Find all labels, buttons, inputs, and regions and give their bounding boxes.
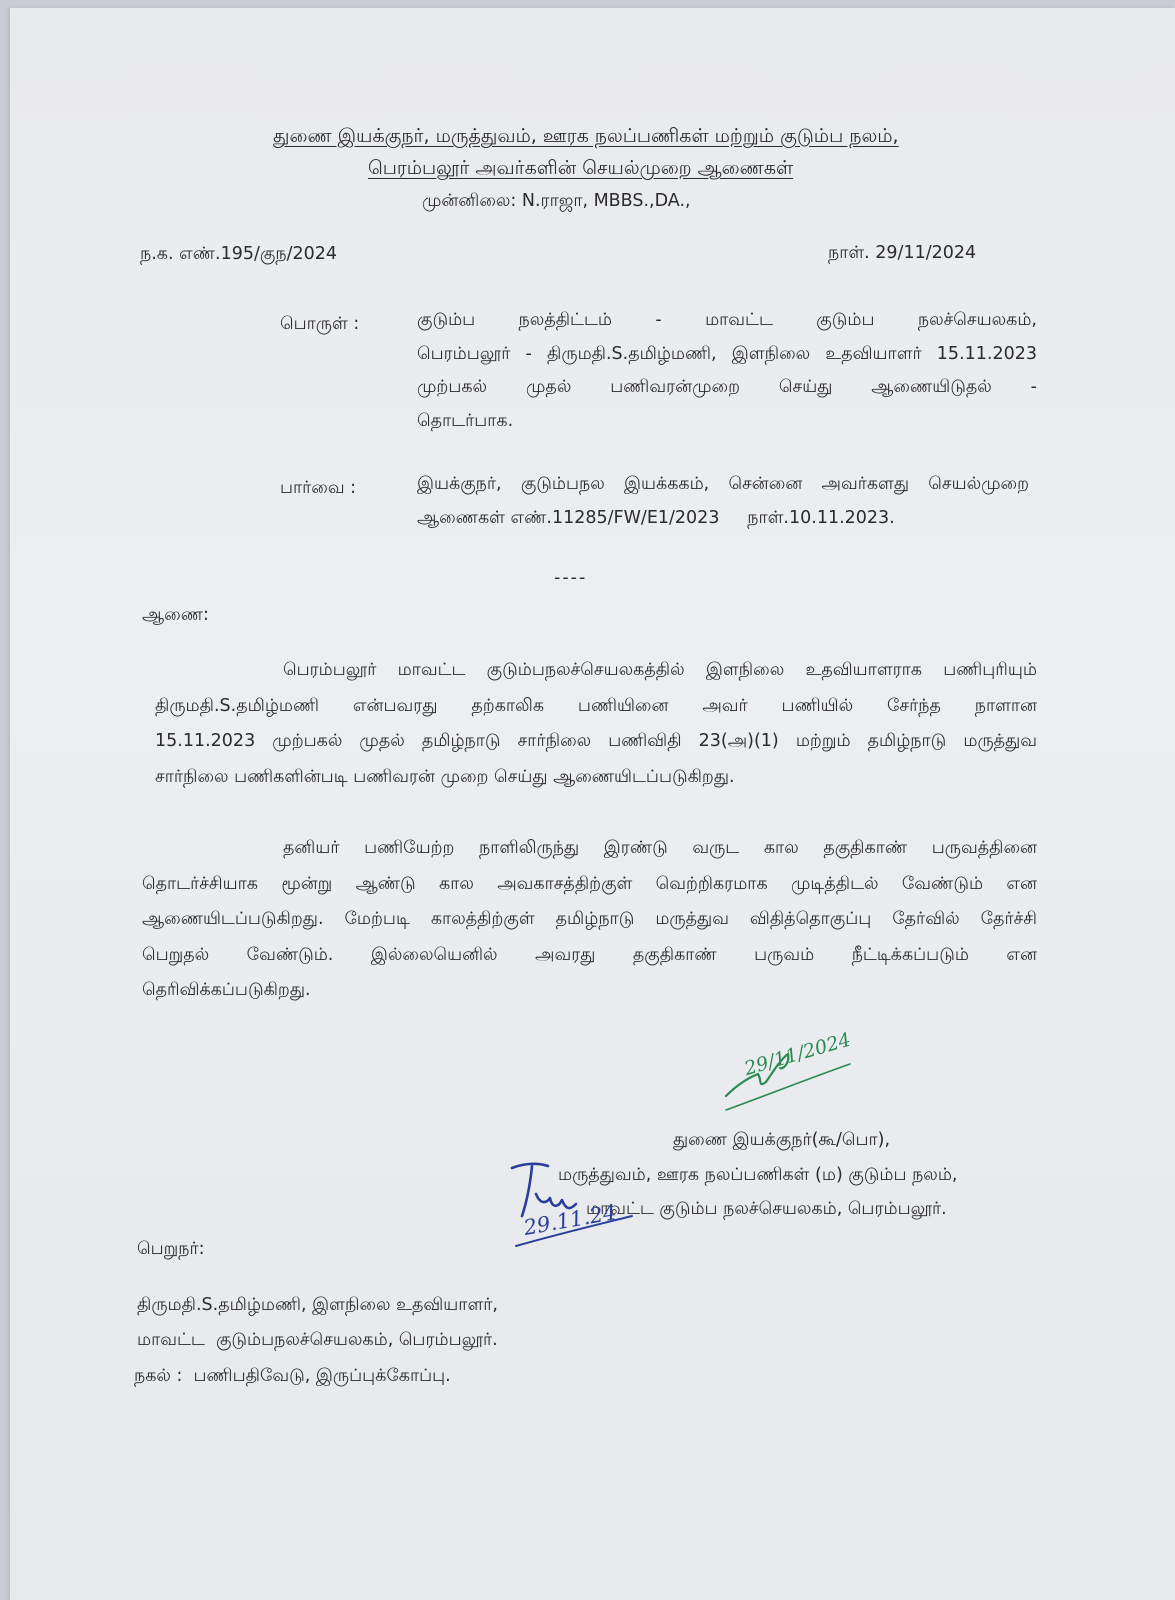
header-line-1: துணை இயக்குநர், மருத்துவம், ஊரக நலப்பணிகள் மற்றும் குடும்ப நலம், — [273, 125, 899, 147]
copy-to: நகல் : பணிபதிவேடு, இருப்புக்கோப்பு. — [134, 1366, 451, 1386]
paragraph-line: பெரம்பலூர் மாவட்ட குடும்பநலச்செயலகத்தில் இளநிலை உதவியாளராக பணிபுரியும் — [283, 660, 1037, 680]
signatory-office: மாவட்ட குடும்ப நலச்செயலகம், பெரம்பலூர். — [586, 1199, 947, 1219]
blue-signature-mark — [10, 8, 1175, 1600]
paragraph-line: 15.11.2023 முற்பகல் முதல் தமிழ்நாடு சார்நிலை பணிவிதி 23(அ)(1) மற்றும் தமிழ்நாடு மருத்துவ — [155, 731, 1037, 751]
paragraph-line: தெரிவிக்கப்படுகிறது. — [142, 980, 311, 1000]
paragraph-line: திருமதி.S.தமிழ்மணி என்பவரது தற்காலிக பணியினை அவர் பணியில் சேர்ந்த நாளான — [155, 695, 1037, 716]
reference-number: ந.க. எண்.195/குந/2024 — [140, 244, 338, 264]
paragraph-line: தனியர் பணியேற்ற நாளிலிருந்து இரண்டு வருட கால தகுதிகாண் பருவத்தினை — [283, 838, 1037, 858]
header-line-2: பெரம்பலூர் அவர்களின் செயல்முறை ஆணைகள் — [368, 157, 794, 179]
signatory-department: மருத்துவம், ஊரக நலப்பணிகள் (ம) குடும்ப நலம், — [558, 1165, 958, 1185]
blue-signature-date: 29.11.24 — [521, 1200, 619, 1240]
paragraph-line: பெறுதல் வேண்டும். இல்லையெனில் அவரது தகுதிகாண் பருவம் நீட்டிக்கப்படும் என — [142, 944, 1037, 965]
subject-line: குடும்ப நலத்திட்டம் - மாவட்ட குடும்ப நலச்செயலகம், — [417, 310, 1037, 330]
recipient-office: மாவட்ட குடும்பநலச்செயலகம், பெரம்பலூர். — [137, 1330, 498, 1350]
green-initial-date: 29/11/2024 — [741, 1028, 854, 1080]
reference-read-label: பார்வை : — [280, 478, 357, 498]
reference-read-line: ஆணைகள் எண்.11285/FW/E1/2023 நாள்.10.11.2023. — [417, 507, 895, 528]
paragraph-line: சார்நிலை பணிகளின்படி பணிவரன் முறை செய்து ஆணையிடப்படுகிறது. — [155, 766, 735, 787]
reference-date: நாள். 29/11/2024 — [828, 243, 977, 263]
separator: ---- — [554, 568, 588, 588]
header-presence: முன்னிலை: N.ராஜா, MBBS.,DA., — [422, 191, 691, 211]
order-label: ஆணை: — [142, 605, 209, 625]
recipient-label: பெறுநர்: — [137, 1239, 205, 1259]
subject-line: தொடர்பாக. — [417, 410, 514, 431]
signatory-designation: துணை இயக்குநர்(கூ/பொ), — [673, 1130, 891, 1150]
reference-read-line: இயக்குநர், குடும்பநல இயக்ககம், சென்னை அவர்களது செயல்முறை — [417, 474, 1029, 494]
recipient-name: திருமதி.S.தமிழ்மணி, இளநிலை உதவியாளர், — [137, 1295, 498, 1315]
subject-label: பொருள் : — [280, 314, 360, 334]
subject-line: முற்பகல் முதல் பணிவரன்முறை செய்து ஆணையிடுதல் - — [417, 377, 1037, 397]
document-page — [10, 8, 1175, 1600]
paragraph-line: தொடர்ச்சியாக மூன்று ஆண்டு கால அவகாசத்திற்குள் வெற்றிகரமாக முடித்திடல் வேண்டும் என — [142, 873, 1037, 894]
subject-line: பெரம்பலூர் - திருமதி.S.தமிழ்மணி, இளநிலை உதவியாளர் 15.11.2023 — [417, 343, 1037, 364]
paragraph-line: ஆணையிடப்படுகிறது. மேற்படி காலத்திற்குள் தமிழ்நாடு மருத்துவ விதித்தொகுப்பு தேர்வில் தேர்ச்சி — [142, 909, 1037, 929]
